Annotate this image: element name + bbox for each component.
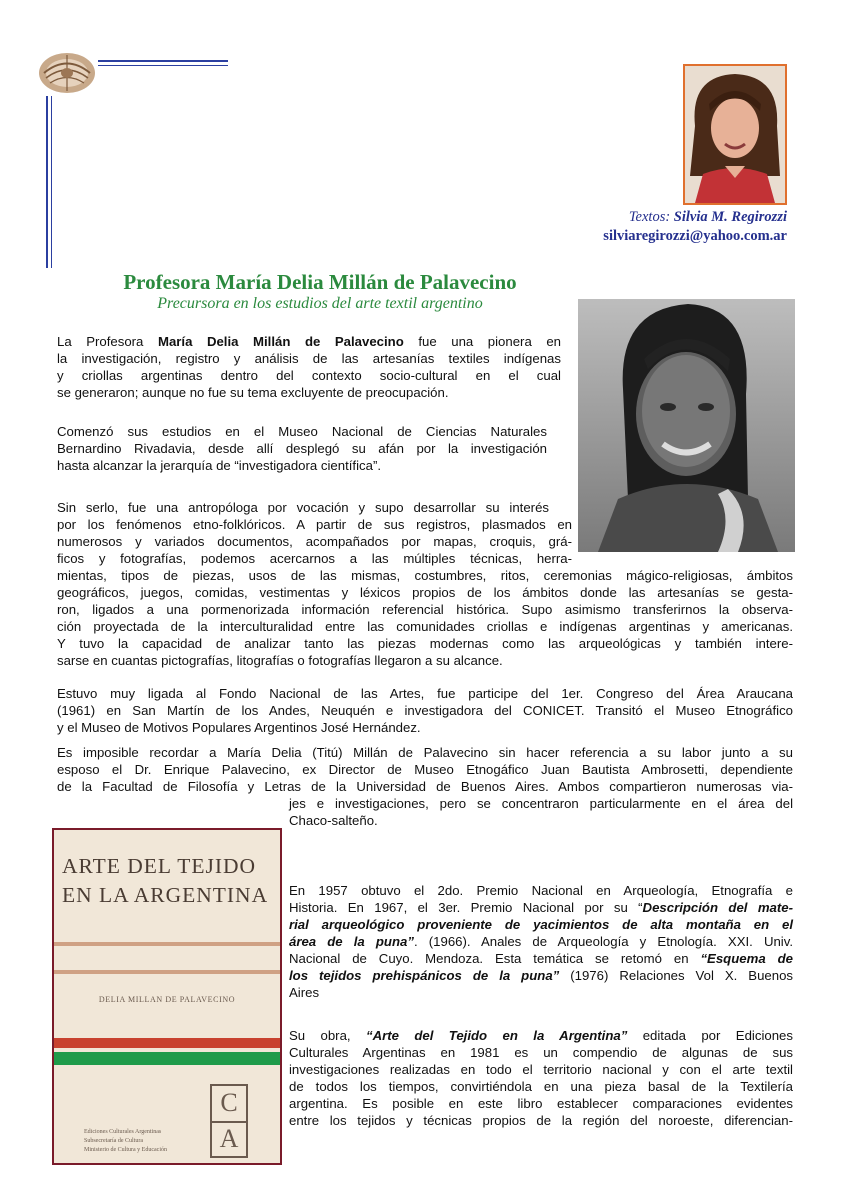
work-title: los tejidos prehispánicos de la puna” [289,968,560,983]
book-title-line: EN LA ARGENTINA [62,883,269,907]
book-title-line: ARTE DEL TEJIDO [62,854,257,878]
text-line: numerosos y variados documentos, acompañados por mapas, croquis, grá- [57,534,572,549]
text-line: (1961) en San Martín de los Andes, Neuquén e investigadora del CONICET. Transitó el Museo Etnográfico [57,703,793,718]
author-credit [629,209,787,226]
author-photo [683,64,787,205]
paragraph-2 [57,423,547,474]
article-subtitle: Precursora en los estudios del arte textil argentino [157,295,483,312]
text-span: Historia. En 1967, el 3er. Premio Nacional por su “ [289,900,643,915]
decorative-horizontal-line [98,60,228,62]
text-line: y criollas argentinas dentro del contexto socio-cultural en el cual [57,368,561,383]
paragraph-6 [289,882,793,1001]
cover-stripe [54,970,280,974]
work-title: área de la puna” [289,934,414,949]
text-span: La Profesora [57,334,158,349]
text-line: geográficos, juegos, comidas, vestimentas y léxicos propios de los ámbitos donde las artesanías se gesta- [57,585,793,600]
decorative-vertical-line [51,96,52,268]
text-line: ficos y fotografías, podemos acercarnos a las múltiples técnicas, herra- [57,551,572,566]
paragraph-4 [57,685,793,736]
cover-red-stripe [54,1038,280,1048]
text-line: entre los tejidos y técnicas propios de la región del noroeste, diferencian- [289,1113,793,1128]
publisher-line: Subsecretaría de Cultura [84,1138,143,1144]
logo-letter: C [220,1088,238,1117]
text-line: ción proyectada de la interculturalidad entre las comunidades criollas e indígenas argentinas y americanas. [57,619,793,634]
cover-green-stripe [54,1052,280,1065]
cover-stripe [54,942,280,946]
text-line: Comenzó sus estudios en el Museo Nacional de Ciencias Naturales [57,424,547,439]
paragraph-7 [289,1027,793,1129]
text-line: Bernardino Rivadavia, desde allí desplegó su afán por la investigación [57,441,547,456]
text-line: Culturales Argentinas en 1981 es un compendio de algunas de sus [289,1045,793,1060]
text-span: fue una pionera en [403,334,561,349]
paragraph-1 [57,333,561,401]
text-span: . (1966). Anales de Arqueología y Etnología. XXI. Univ. [413,934,794,949]
subject-name: María Delia Millán de Palavecino [157,334,404,349]
author-name: Silvia M. Regirozzi [673,209,787,225]
text-line: Chaco-salteño. [289,813,378,828]
publisher-logo-icon [210,1084,248,1158]
text-line: mientas, tipos de piezas, usos de las mismas, costumbres, ritos, ceremonias mágico-religiosas, ámbitos [57,568,793,583]
text-line: argentina. Es posible en este libro establecer comparaciones evidentes [289,1096,793,1111]
text-line: se generaron; aunque no fue su tema excluyente de preocupación. [57,385,449,400]
work-title: Descripción del mate- [642,900,794,915]
text-line: hasta alcanzar la jerarquía de “investigadora científica”. [57,458,382,473]
work-title: “Arte del Tejido en la Argentina” [365,1028,628,1043]
text-line: En 1957 obtuvo el 2do. Premio Nacional en Arqueología, Etnografía e [289,883,793,898]
decorative-horizontal-line [98,65,228,66]
book-cover-image [52,828,282,1165]
book-cover-author: DELIA MILLAN DE PALAVECINO [98,995,236,1004]
publisher-line: Ediciones Culturales Argentinas [84,1129,162,1135]
text-line: sarse en cuantas pictografías, litografías o fotografías llegaron a su alcance. [57,653,503,668]
seashell-ornament-icon [36,50,98,96]
publisher-line: Ministerio de Cultura y Educación [84,1147,167,1153]
text-line: por los fenómenos etno-folklóricos. A partir de sus registros, plasmados en [57,517,572,532]
work-title: “Esquema de [700,951,793,966]
text-span: editada por Ediciones [627,1028,793,1043]
text-line: Y tuvo la capacidad de analizar tanto las piezas modernas como las arqueológicas y también intere- [57,636,793,651]
text-span: Su obra, [289,1028,366,1043]
text-span: (1976) Relaciones Vol X. Buenos [559,968,793,983]
book-cover-title [62,852,268,910]
text-line: Aires [289,985,320,1000]
decorative-vertical-line [46,96,48,268]
article-title: Profesora María Delia Millán de Palavecino [123,270,517,294]
book-cover-publisher [84,1128,167,1155]
text-line: y el Museo de Motivos Populares Argentinos José Hernández. [57,720,421,735]
work-title: rial arqueológico proveniente de yacimientos de alta montaña en el [289,917,793,932]
text-line: jes e investigaciones, pero se concentraron particularmente en el área del [289,796,793,811]
paragraph-5 [57,744,793,829]
text-line: Es imposible recordar a María Delia (Titú) Millán de Palavecino sin hacer referencia a su labor junto a su [57,745,793,760]
paragraph-3 [57,499,793,669]
text-line: Sin serlo, fue una antropóloga por vocación y supo desarrollar su interés [57,500,549,515]
text-line: investigaciones realizadas en todo el territorio nacional y con el arte textil [289,1062,793,1077]
author-prefix: Textos: [628,209,674,225]
text-line: la investigación, registro y análisis de las artesanías textiles indígenas [57,351,561,366]
text-line: de todos los tiempos, convirtiéndola en una pieza basal de la Textilería [289,1079,793,1094]
logo-letter: A [219,1124,239,1153]
text-line: ron, ligados a una pormenorizada información referencial histórica. Supo asimismo transferirnos la observa- [57,602,793,617]
text-line: de la Facultad de Filosofía y Letras de la Universidad de Buenos Aires. Ambos compartieron numerosas via- [57,779,793,794]
text-line: esposo el Dr. Enrique Palavecino, ex Director de Museo Etnogáfico Juan Bautista Ambrosetti, dependiente [57,762,793,777]
text-line: Estuvo muy ligada al Fondo Nacional de las Artes, fue participe del 1er. Congreso del Área Araucana [57,686,793,701]
author-email[interactable]: silviaregirozzi@yahoo.com.ar [603,228,787,244]
text-span: Nacional de Cuyo. Mendoza. Esta temática se retomó en [289,951,701,966]
